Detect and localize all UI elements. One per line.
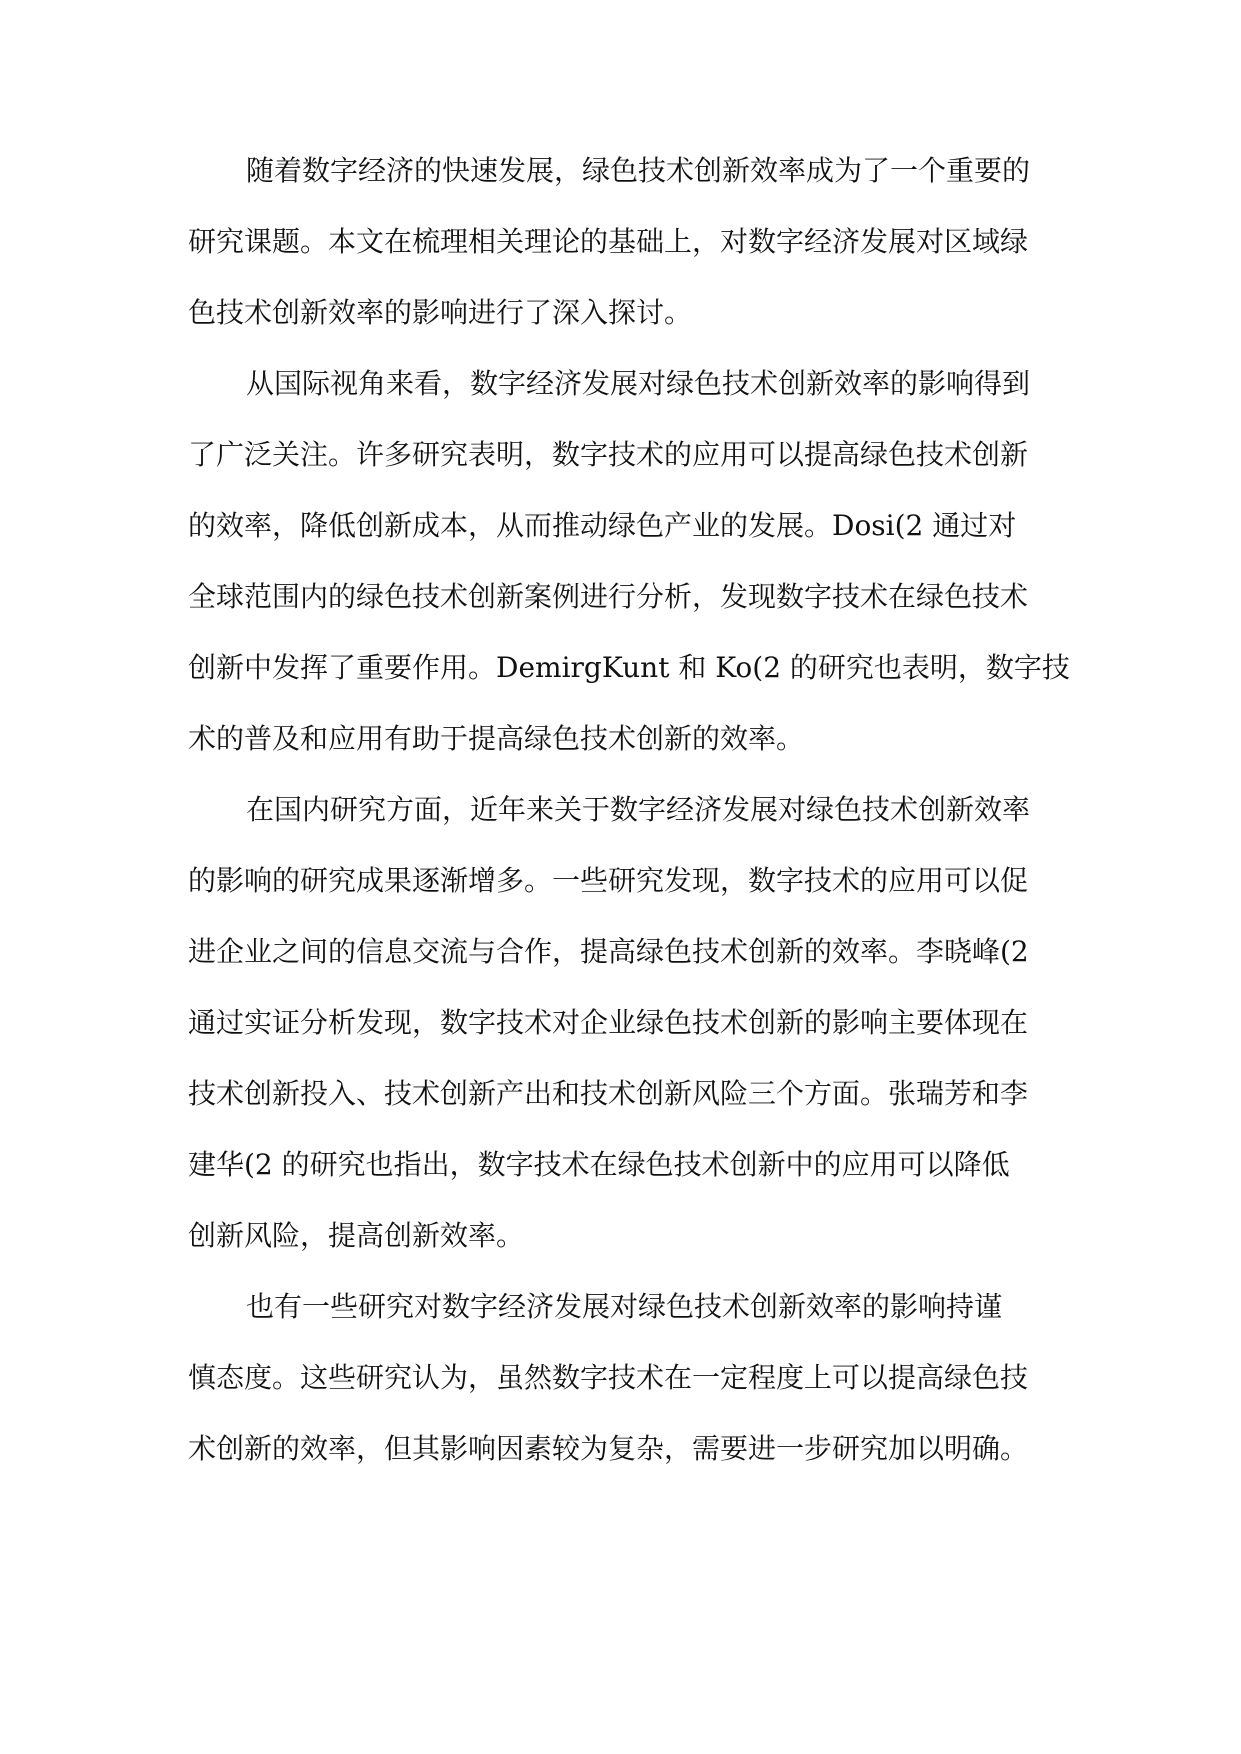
- paragraph-2: [188, 355, 1068, 781]
- paragraph-line: 也有一些研究对数字经济发展对绿色技术创新效率的影响持谨: [246, 1290, 1003, 1323]
- paragraph-3: [188, 781, 1068, 1278]
- paragraph-line: 通过实证分析发现，数字技术对企业绿色技术创新的影响主要体现在: [188, 1006, 1029, 1039]
- paragraph-1: [188, 142, 1068, 355]
- paragraph-line: 术的普及和应用有助于提高绿色技术创新的效率。: [188, 722, 805, 755]
- paragraph-line: 建华(2 的研究也指出，数字技术在绿色技术创新中的应用可以降低: [188, 1148, 1010, 1181]
- paragraph-line: 的效率，降低创新成本，从而推动绿色产业的发展。Dosi(2 通过对: [188, 509, 1017, 542]
- paragraph-line: 研究课题。本文在梳理相关理论的基础上，对数字经济发展对区域绿: [188, 225, 1029, 258]
- paragraph-line: 术创新的效率，但其影响因素较为复杂，需要进一步研究加以明确。: [188, 1432, 1029, 1465]
- paragraph-line: 从国际视角来看，数字经济发展对绿色技术创新效率的影响得到: [246, 367, 1031, 400]
- paragraph-line: 进企业之间的信息交流与合作，提高绿色技术创新的效率。李晓峰(2: [188, 935, 1029, 968]
- paragraph-line: 随着数字经济的快速发展，绿色技术创新效率成为了一个重要的: [246, 154, 1031, 187]
- paragraph-line: 的影响的研究成果逐渐增多。一些研究发现，数字技术的应用可以促: [188, 864, 1029, 897]
- paragraph-4: [188, 1278, 1068, 1491]
- paragraph-line: 了广泛关注。许多研究表明，数字技术的应用可以提高绿色技术创新: [188, 438, 1029, 471]
- paragraph-line: 全球范围内的绿色技术创新案例进行分析，发现数字技术在绿色技术: [188, 580, 1029, 613]
- paragraph-line: 技术创新投入、技术创新产出和技术创新风险三个方面。张瑞芳和李: [188, 1077, 1029, 1110]
- document-body: [188, 142, 1068, 1491]
- paragraph-line: 创新中发挥了重要作用。DemirgKunt 和 Ko(2 的研究也表明，数字技: [188, 651, 1070, 684]
- paragraph-line: 创新风险，提高创新效率。: [188, 1219, 525, 1252]
- paragraph-line: 慎态度。这些研究认为，虽然数字技术在一定程度上可以提高绿色技: [188, 1361, 1029, 1394]
- paragraph-line: 在国内研究方面，近年来关于数字经济发展对绿色技术创新效率: [246, 793, 1031, 826]
- paragraph-line: 色技术创新效率的影响进行了深入探讨。: [188, 296, 693, 329]
